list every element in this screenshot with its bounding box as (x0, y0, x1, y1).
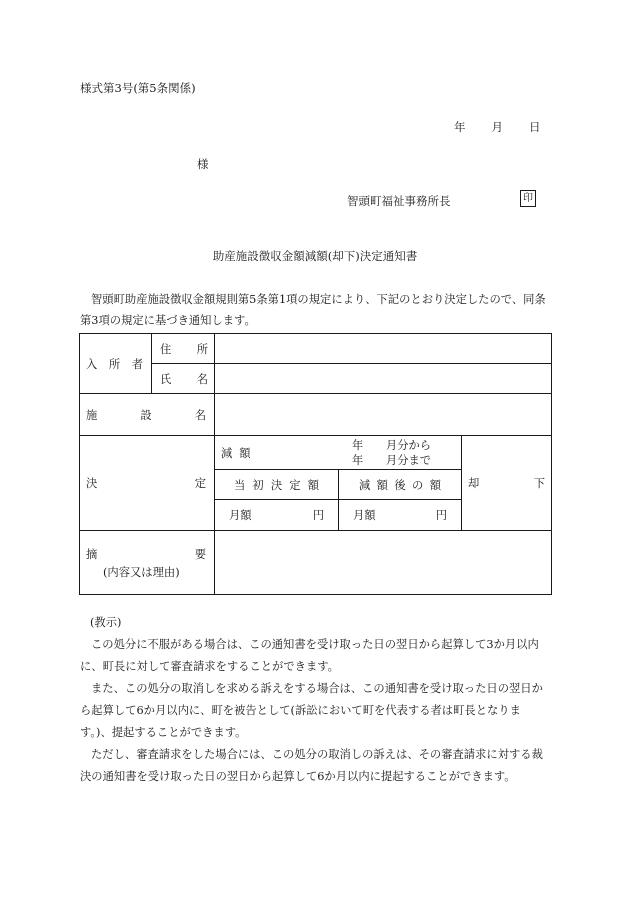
instruction-paragraph-3: ただし、審査請求をした場合には、この処分の取消しの訴えは、その審査請求に対する裁決の通知書を受け取った日の翌日から起算して6か月以内に提起することができます。 (80, 748, 543, 783)
facility-label: 施 設 名 (86, 408, 206, 422)
initial-amount-label: 当 初 決 定 額 (234, 478, 319, 492)
resident-label: 入 所 者 (86, 357, 143, 371)
summary-sublabel: (内容又は理由) (103, 565, 180, 579)
issuer: 智頭町福祉事務所長 (347, 194, 451, 208)
intro-paragraph: 智頭町助産施設徴収金額規則第5条第1項の規定により、下記のとおり決定したので、同条第3項の規定に基づき通知します。 (80, 293, 546, 327)
decision-label: 決 定 (86, 477, 206, 490)
name-label: 氏 名 (160, 372, 208, 386)
instruction-paragraph-1: この処分に不服がある場合は、この通知書を受け取った日の翌日から起算して3か月以内に、町長に対して審査請求をすることができます。 (80, 638, 539, 673)
reduced-amount-field[interactable] (339, 500, 462, 531)
facility-field[interactable] (215, 394, 552, 436)
addressee-suffix: 様 (197, 157, 209, 171)
reduction-label: 減額 (221, 447, 258, 460)
decision-label-cell (80, 436, 215, 531)
instruction-section (80, 612, 552, 788)
summary-field[interactable] (215, 531, 552, 595)
initial-monthly-label: 月額 (229, 509, 252, 522)
reduced-monthly-label: 月額 (353, 509, 376, 522)
address-field[interactable] (215, 334, 552, 364)
date-day: 日 (529, 120, 541, 134)
document-title: 助産施設徴収金額減額(却下)決定通知書 (212, 249, 418, 263)
date-year: 年 (454, 120, 466, 134)
reduced-amount-label-cell (339, 470, 462, 500)
initial-amount-label-cell (215, 470, 339, 500)
period-to[interactable]: 年 月分まで (352, 454, 432, 467)
reduced-amount-label: 減 額 後 の 額 (359, 478, 441, 492)
period-from[interactable]: 年 月分から (352, 439, 432, 452)
summary-label: 摘 要 (86, 547, 206, 561)
reduction-cell (215, 436, 462, 470)
name-field[interactable] (215, 364, 552, 394)
rejection-label: 却 下 (468, 477, 546, 490)
date-line (454, 119, 541, 135)
reduced-yen-label: 円 (435, 509, 447, 522)
name-label-cell (152, 364, 215, 394)
form-number: 様式第3号(第5条関係) (80, 81, 196, 95)
initial-amount-field[interactable] (215, 500, 339, 531)
instruction-heading: (教示) (90, 616, 122, 629)
rejection-cell[interactable] (462, 436, 552, 531)
facility-label-cell (80, 394, 215, 436)
date-month: 月 (491, 120, 503, 134)
address-label-cell (152, 334, 215, 364)
resident-label-cell (80, 334, 152, 394)
decision-form-table (79, 333, 552, 595)
instruction-paragraph-2: また、この処分の取消しを求める訴えをする場合は、この通知書を受け取った日の翌日から起算して6か月以内に、町を被告として(訴訟において町を代表する者は町長となります。)、提起することができます。 (80, 682, 543, 739)
address-label: 住 所 (160, 342, 208, 356)
summary-label-cell (80, 531, 215, 595)
initial-yen-label: 円 (312, 509, 324, 522)
seal-mark: 印 (520, 190, 536, 207)
